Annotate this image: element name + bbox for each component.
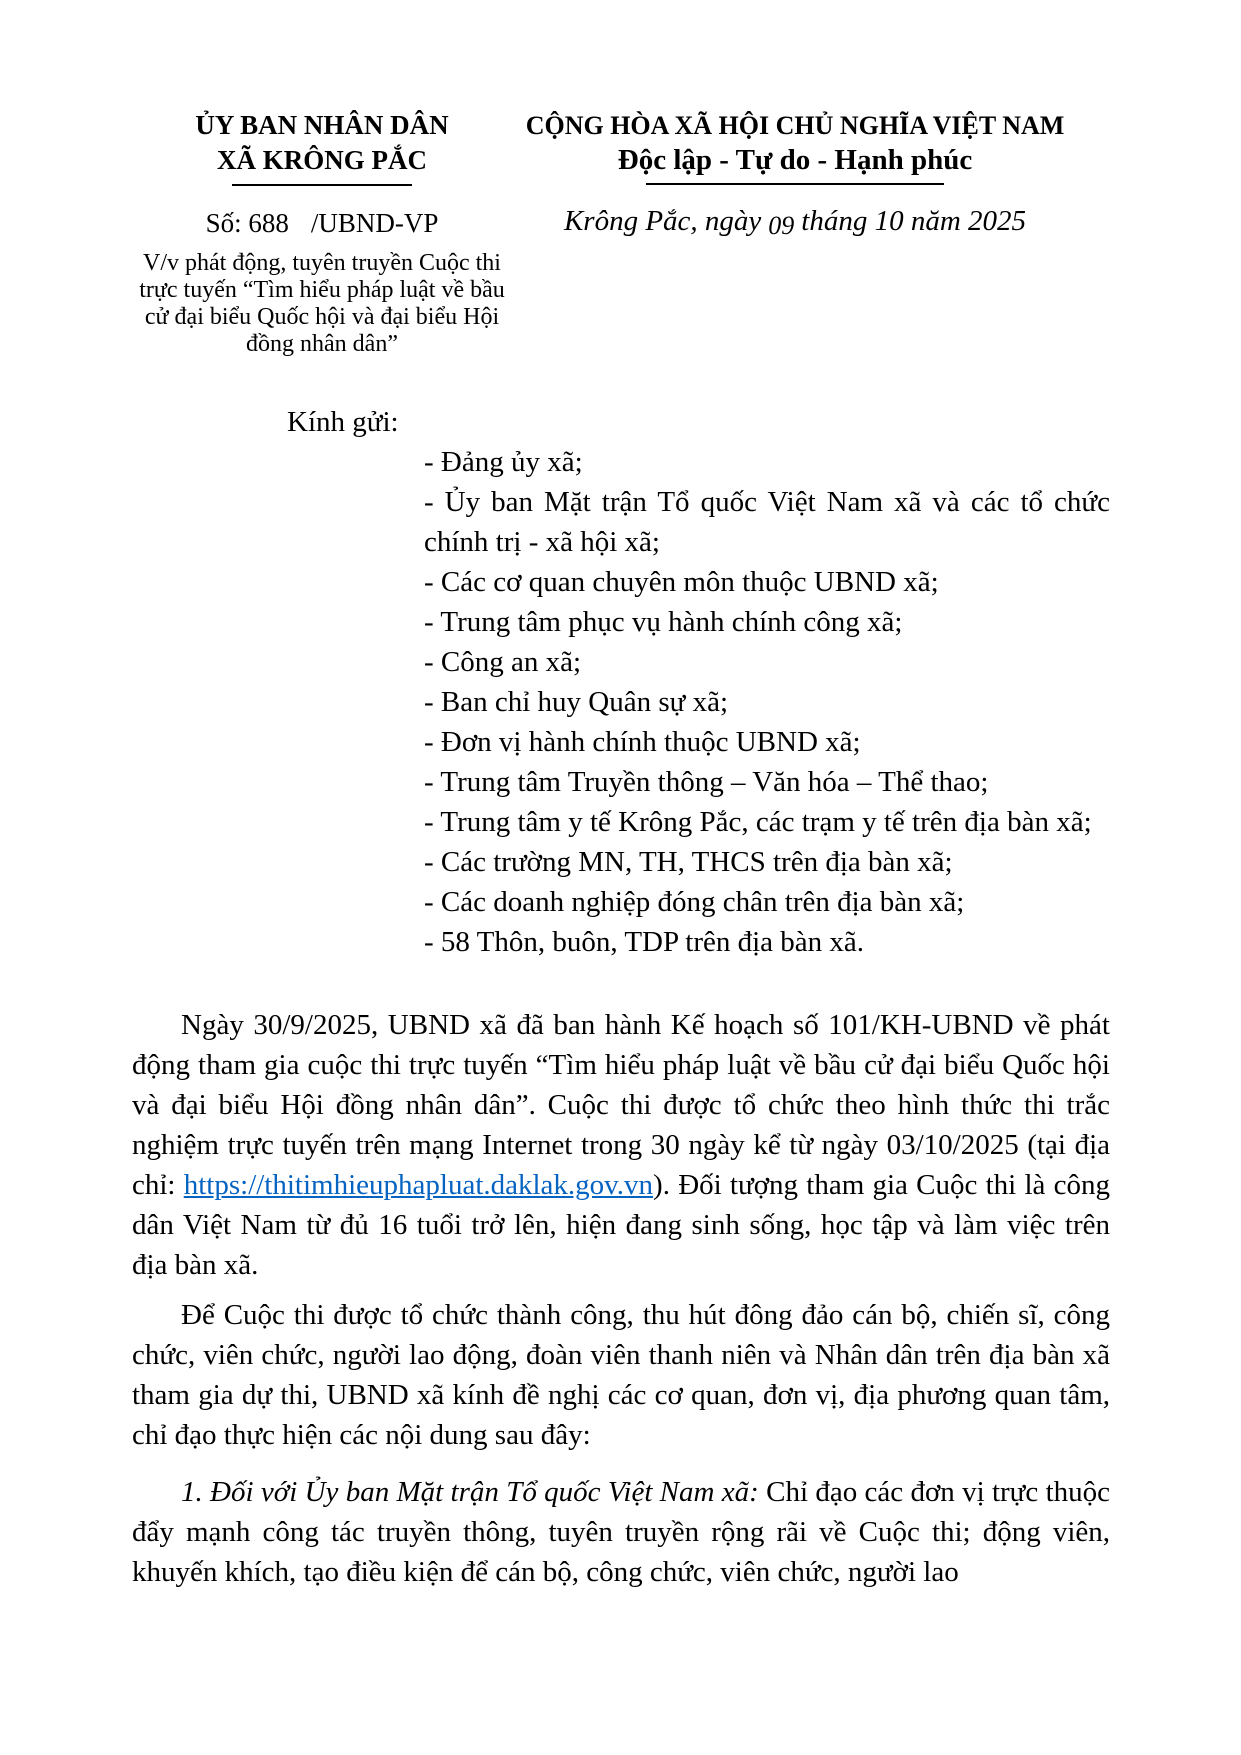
org-name-line1: ỦY BAN NHÂN DÂN	[195, 110, 449, 140]
recipient-item: - Đảng ủy xã;	[424, 446, 583, 478]
recipient-item: - Trung tâm phục vụ hành chính công xã;	[424, 606, 903, 638]
header-national-block	[512, 108, 1078, 242]
document-body	[132, 402, 1110, 1592]
recipient-item: - Đơn vị hành chính thuộc UBND xã;	[424, 726, 861, 758]
paragraph-3-lead-italic: 1. Đối với Ủy ban Mặt trận Tổ quốc Việt Nam xã:	[181, 1476, 759, 1508]
motto-underline-rule	[646, 183, 944, 185]
paragraph-item-1	[132, 1472, 1110, 1592]
recipient-item: - Ủy ban Mặt trận Tổ quốc Việt Nam xã và các tổ chức chính trị - xã hội xã;	[424, 486, 1110, 558]
recipient-item: - Các trường MN, TH, THCS trên địa bàn xã;	[424, 846, 953, 878]
national-title: CỘNG HÒA XÃ HỘI CHỦ NGHĨA VIỆT NAM	[525, 111, 1065, 140]
recipient-item: - Các doanh nghiệp đóng chân trên địa bàn xã;	[424, 886, 965, 918]
paragraph-1-text-after: ). Đối tượng tham gia Cuộc thi là công dân Việt Nam từ đủ 16 tuổi trở lên, hiện đang sinh sống, học tập và làm việc trên địa bàn xã.	[132, 1169, 1110, 1281]
national-motto: Độc lập - Tự do - Hạnh phúc	[617, 144, 973, 176]
document-number-line	[132, 206, 512, 240]
recipient-item: - Công an xã;	[424, 646, 582, 678]
recipient-item: - 58 Thôn, buôn, TDP trên địa bàn xã.	[424, 926, 865, 958]
recipient-item: - Trung tâm Truyền thông – Văn hóa – Thể thao;	[424, 766, 989, 798]
contest-website-link[interactable]: https://thitimhieuphapluat.daklak.gov.vn	[183, 1169, 654, 1201]
paragraph-1-text-before: Ngày 30/9/2025, UBND xã đã ban hành Kế hoạch số 101/KH-UBND về phát động tham gia cuộc thi trực tuyến “Tìm hiểu pháp luật về bầu cử đại biểu Quốc hội và đại biểu Hội đồng nhân dân”. Cuộc thi được tổ chức theo hình thức thi trắc nghiệm trực tuyến trên mạng Internet trong 30 ngày kể từ ngày 03/10/2025 (tại địa chỉ:	[132, 1009, 1110, 1201]
header-issuing-org	[132, 108, 512, 358]
date-line	[512, 201, 1078, 242]
recipient-item: - Trung tâm y tế Krông Pắc, các trạm y tế trên địa bàn xã;	[424, 806, 1092, 838]
paragraph-request: Để Cuộc thi được tổ chức thành công, thu hút đông đảo cán bộ, chiến sĩ, công chức, viên chức, người lao động, đoàn viên thanh niên và Nhân dân trên địa bàn xã tham gia dự thi, UBND xã kính đề nghị các cơ quan, đơn vị, địa phương quan tâm, chỉ đạo thực hiện các nội dung sau đây:	[132, 1299, 1110, 1451]
paragraph-3-text: Chỉ đạo các đơn vị trực thuộc đẩy mạnh công tác truyền thông, tuyên truyền rộng rãi về Cuộc thi; động viên, khuyến khích, tạo điều kiện để cán bộ, công chức, viên chức, người lao	[132, 1476, 1110, 1588]
date-day: 09	[768, 211, 795, 240]
document-number-prefix: Số: 688	[205, 208, 289, 238]
date-prefix: Krông Pắc, ngày	[563, 205, 762, 237]
document-header	[132, 108, 1110, 358]
date-suffix: tháng 10 năm 2025	[801, 205, 1027, 237]
org-underline-rule	[232, 184, 412, 186]
org-name-line2: XÃ KRÔNG PẮC	[217, 145, 427, 175]
salutation: Kính gửi:	[287, 406, 399, 438]
subject-note: V/v phát động, tuyên truyền Cuộc thi trực tuyến “Tìm hiểu pháp luật về bầu cử đại biểu Quốc hội và đại biểu Hội đồng nhân dân”	[139, 250, 505, 357]
recipient-item: - Ban chỉ huy Quân sự xã;	[424, 686, 729, 718]
paragraph-announcement	[132, 1005, 1110, 1285]
document-number-suffix: /UBND-VP	[310, 208, 439, 238]
recipient-list	[424, 442, 1110, 962]
recipient-item: - Các cơ quan chuyên môn thuộc UBND xã;	[424, 566, 939, 598]
